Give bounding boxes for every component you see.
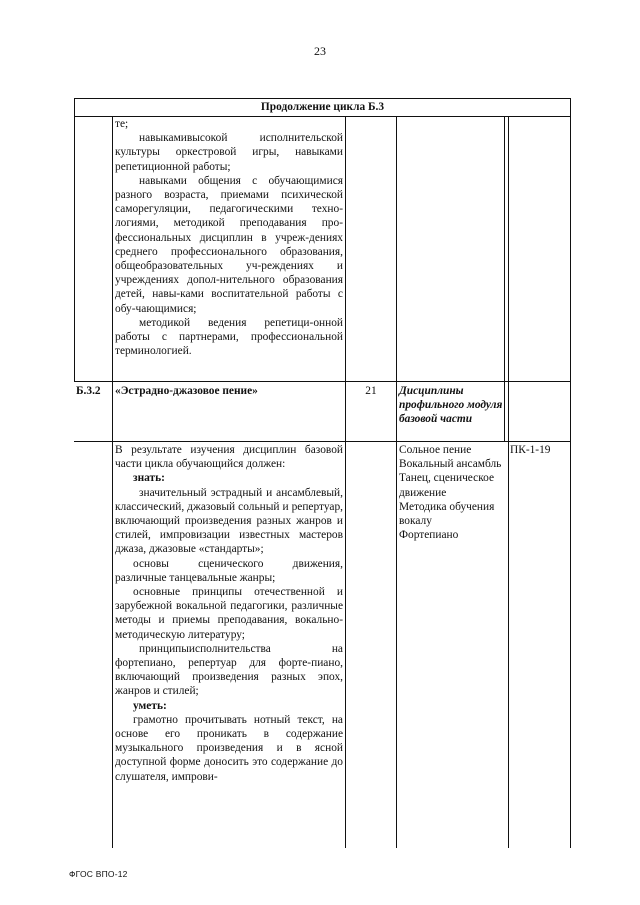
page-number: 23 xyxy=(314,44,326,58)
curriculum-table xyxy=(74,98,571,848)
discipline-title: «Эстрадно-джазовое пение» xyxy=(115,385,258,397)
discipline-code: Б.3.2 xyxy=(76,385,101,397)
continuation-text xyxy=(115,117,343,358)
column-divider xyxy=(504,116,505,441)
row-divider xyxy=(74,441,571,442)
column-divider xyxy=(508,116,509,848)
discipline-item: Фортепиано xyxy=(399,529,459,542)
can-label: уметь: xyxy=(133,699,167,712)
competence-codes: ПК-1-19 xyxy=(510,444,551,456)
table-top-border xyxy=(74,98,571,99)
discipline-item: Методика обучения вокалу xyxy=(399,500,495,528)
continuation-paragraph: навыками общения с обучающимися разного возраста, приемами психической саморегуляции, педагогическими техно-логиями, методикой преподавания про-фессиональных дисциплин в учреж-дениях среднего профессионального образования, общеобразовательных уч-реждениях и учреждениях допол-нительного образования детей, навы-ками воспитательной работы с обу-чающимися; xyxy=(115,174,343,315)
discipline-item: Вокальный ансамбль xyxy=(399,458,502,471)
discipline-hours: 21 xyxy=(365,385,377,397)
table-right-border xyxy=(570,98,571,848)
module-name: Дисциплины профильного модуля базовой части xyxy=(399,385,503,426)
intro-paragraph: В результате изучения дисциплин базовой части цикла обучающийся должен: xyxy=(115,444,343,471)
competency-text xyxy=(115,443,343,784)
continuation-paragraph: методикой ведения репетици-онной работы с партнерами, профессиональной терминологией. xyxy=(115,316,343,358)
table-left-border xyxy=(74,98,75,382)
table-header: Продолжение цикла Б.3 xyxy=(260,101,385,113)
continuation-paragraph: те; xyxy=(115,118,129,130)
column-divider xyxy=(345,116,346,848)
know-item: значительный эстрадный и ансамблевый, классический, джазовый сольный и репертуар, включающий произведения разных жанров и стилей, импровизации известных мастеров джаза, джазовые «стандарты»; xyxy=(115,486,343,556)
can-item: грамотно прочитывать нотный текст, на основе его проникать в содержание музыкального произведения и в ясной доступной форме доносить это содержание до слушателя, импрови- xyxy=(115,713,343,783)
discipline-item: Танец, сценическое движение xyxy=(399,472,495,499)
continuation-paragraph: навыкамивысокой исполнительской культуры оркестровой игры, навыками репетиционной работы; xyxy=(115,132,343,173)
discipline-item: Сольное пение xyxy=(399,444,472,456)
column-divider xyxy=(396,116,397,848)
know-label: знать: xyxy=(133,472,165,485)
know-item: основные принципы отечественной и зарубежной вокальной педагогики, различные методы и приемы преподавания, вокально-методическую литературу; xyxy=(115,586,343,641)
know-item: основы сценического движения, различные танцевальные жанры; xyxy=(115,557,343,584)
column-divider xyxy=(112,116,113,848)
document-footer: ФГОС ВПО-12 xyxy=(69,869,128,879)
row-divider xyxy=(74,381,571,382)
discipline-list xyxy=(399,443,505,542)
know-item: принципыисполнительства на фортепиано, репертуар для форте-пиано, включающий произведения разных эпох, жанров и стилей; xyxy=(115,642,343,698)
